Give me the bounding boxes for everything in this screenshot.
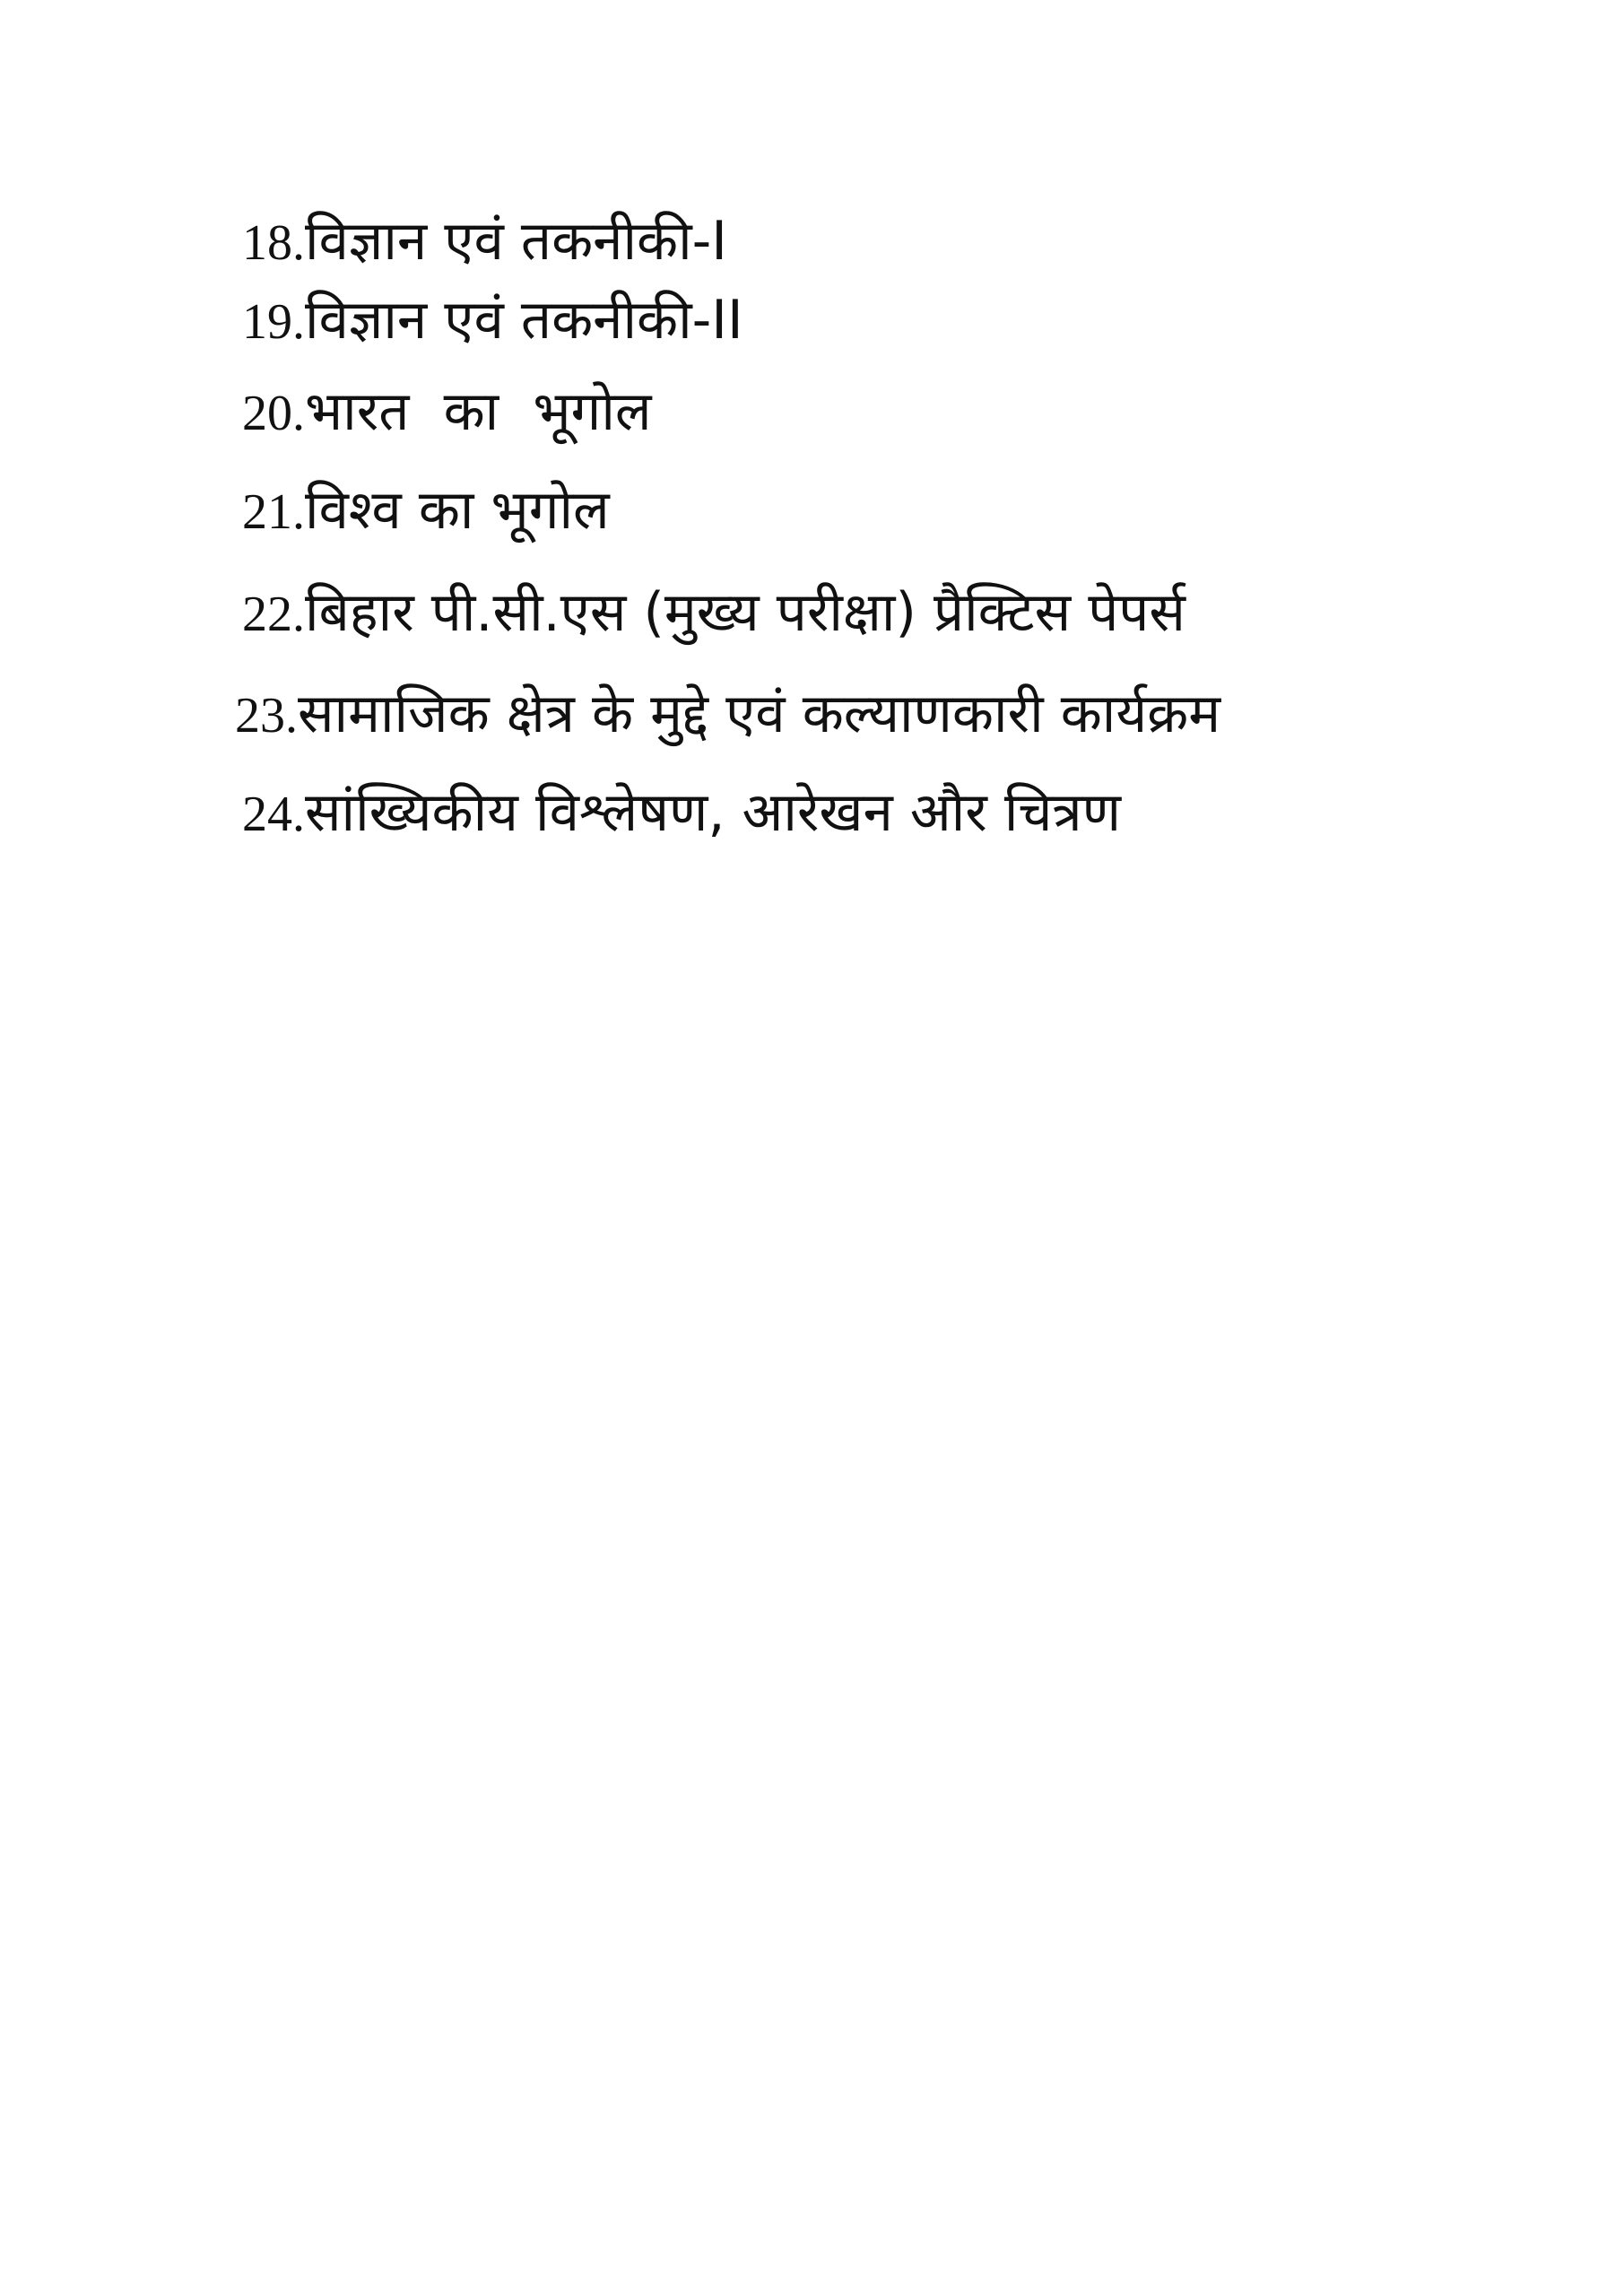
item-number: 22. <box>242 587 305 642</box>
item-number: 18. <box>242 215 305 271</box>
list-item <box>242 210 727 273</box>
item-title: सामाजिक क्षेत्र के मुद्दे एवं कल्याणकारी कार्यक्रम <box>298 683 1221 745</box>
list-item <box>235 683 1221 745</box>
item-title: भारत का भूगोल <box>305 380 652 443</box>
item-title: विज्ञान एवं तकनीकी-I <box>305 210 727 273</box>
list-item <box>242 781 1121 844</box>
item-title: विज्ञान एवं तकनीकी-II <box>305 289 743 352</box>
item-number: 23. <box>235 688 298 744</box>
item-title: बिहार पी.सी.एस (मुख्य परीक्षा) प्रैक्टिस पेपर्स <box>305 581 1185 644</box>
item-number: 20. <box>242 386 305 441</box>
item-number: 19. <box>242 294 305 350</box>
item-number: 21. <box>242 484 305 540</box>
item-number: 24. <box>242 787 305 842</box>
list-item <box>242 479 610 542</box>
item-title: सांख्यिकीय विश्लेषण, आरेखन और चित्रण <box>305 781 1121 844</box>
list-item <box>242 581 1185 644</box>
book-list <box>0 0 1624 987</box>
list-item <box>242 289 743 352</box>
list-item <box>242 380 652 443</box>
item-title: विश्व का भूगोल <box>305 479 610 542</box>
